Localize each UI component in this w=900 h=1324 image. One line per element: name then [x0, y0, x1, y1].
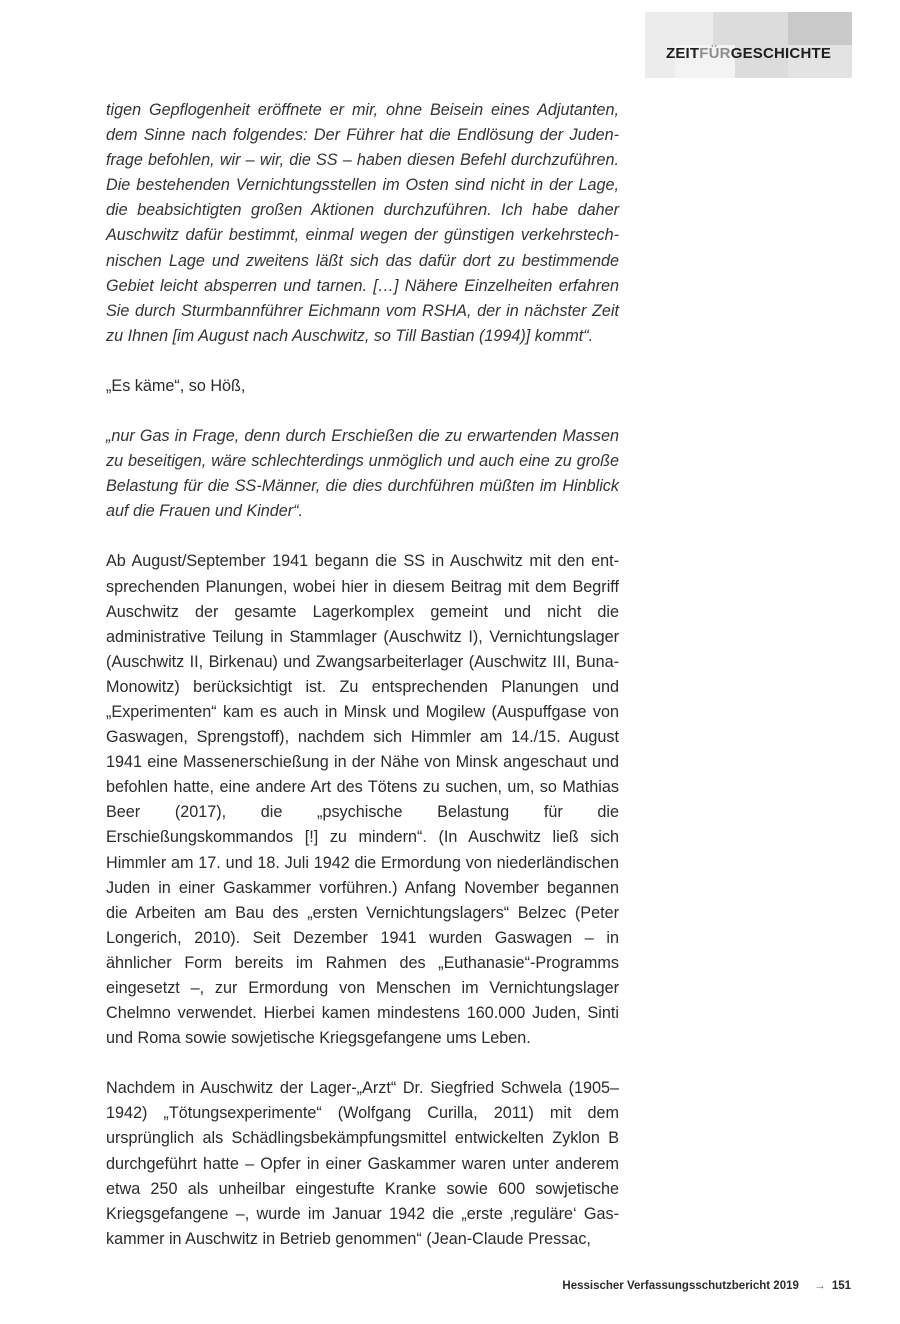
brand-logo [645, 12, 852, 78]
body-paragraph: Nachdem in Auschwitz der Lager-„Arzt“ Dr. Siegfried Schwela (1905–1942) „Tötungsexperimente“ (Wolfgang Curilla, 2011) mit dem ursprünglich als Schädlingsbekämpfungsmittel entwickelten Zyklon B durchgeführt hatte – Opfer in einer Gaskammer waren unter anderem etwa 250 als unheilbar eingestufte Kranke sowie 600 sowjetische Kriegsgefangene –, wurde im Januar 1942 die „erste ‚reguläre‘ Gaskammer in Auschwitz in Betrieb genommen“ (Jean-Claude Pressac, [106, 1079, 619, 1248]
logo-tile [788, 12, 852, 45]
brand-part-1: ZEIT [665, 45, 700, 62]
publication-title: Hessischer Verfassungsschutzbericht 2019 [562, 1280, 799, 1292]
brand-part-3: GESCHICHTE [730, 45, 832, 62]
brand-title [645, 45, 852, 62]
article-body [106, 98, 619, 1277]
page-number: 151 [831, 1280, 851, 1292]
body-paragraph: Ab August/September 1941 begann die SS in Auschwitz mit den entsprechenden Planungen, wobei hier in diesem Beitrag mit dem Begriff Auschwitz der gesamte Lagerkomplex gemeint und nicht die administrative Teilung in Stammlager (Auschwitz I), Vernichtungslager (Auschwitz II, Birkenau) und Zwangsarbeiterlager (Auschwitz III, Buna-Monowitz) berücksichtigt ist. Zu entsprechenden Planungen und „Experimenten“ kam es auch in Minsk und Mogilew (Auspuffgase von Gaswagen, Sprengstoff), nachdem sich Himmler am 14./15. August 1941 eine Massenerschießung in der Nähe von Minsk angeschaut und befohlen hatte, eine andere Art des Tötens zu suchen, um, so Mathias Beer (2017), die „psychische Belastung für die Erschießungskommandos [!] zu mindern“. (In Auschwitz ließ sich Himmler am 17. und 18. Juli 1942 die Ermordung von niederländischen Juden in einer Gaskammer vorführen.) Anfang November begannen die Arbeiten am Bau des „ersten Vernichtungslagers“ Belzec (Peter Longerich, 2010). Seit Dezember 1941 wurden Gaswagen – in ähnlicher Form bereits im Rahmen des „Euthanasie“-Programms eingesetzt –, zur Ermordung von Menschen im Vernichtungslager Chelmno verwendet. Hierbei kamen mindestens 160.000 Juden, Sinti und Roma sowie sowjetische Kriegsgefangene ums Leben. [106, 552, 619, 1048]
body-paragraph: „Es käme“, so Höß, [106, 376, 246, 395]
arrow-right-icon: → [814, 1280, 826, 1292]
quote-paragraph: „nur Gas in Frage, denn durch Erschießen die zu erwartenden Massen zu beseitigen, wäre schlechterdings unmöglich und auch eine zu große Belastung für die SS-Männer, die dies durchführen müßten im Hinblick auf die Frauen und Kinder“. [106, 427, 619, 521]
brand-part-2: FÜR [699, 45, 731, 62]
quote-paragraph: tigen Gepflogenheit eröffnete er mir, ohne Beisein eines Adjutanten, dem Sinne nach folgendes: Der Führer hat die Endlösung der Judenfrage befohlen, wir – wir, die SS – haben diesen Befehl durchzuführen. Die bestehenden Vernichtungsstellen im Osten sind nicht in der Lage, die beabsichtigten großen Aktionen durchzuführen. Ich habe daher Auschwitz dafür bestimmt, einmal wegen der günstigen verkehrstechnischen Lage und zweitens läßt sich das dafür dort zu bestimmende Gebiet leicht absperren und tarnen. […] Nähere Einzelheiten erfahren Sie durch Sturmbannführer Eichmann vom RSHA, der in nächster Zeit zu Ihnen [im August nach Auschwitz, so Till Bastian (1994)] kommt“. [106, 101, 619, 345]
page-footer [562, 1280, 851, 1292]
